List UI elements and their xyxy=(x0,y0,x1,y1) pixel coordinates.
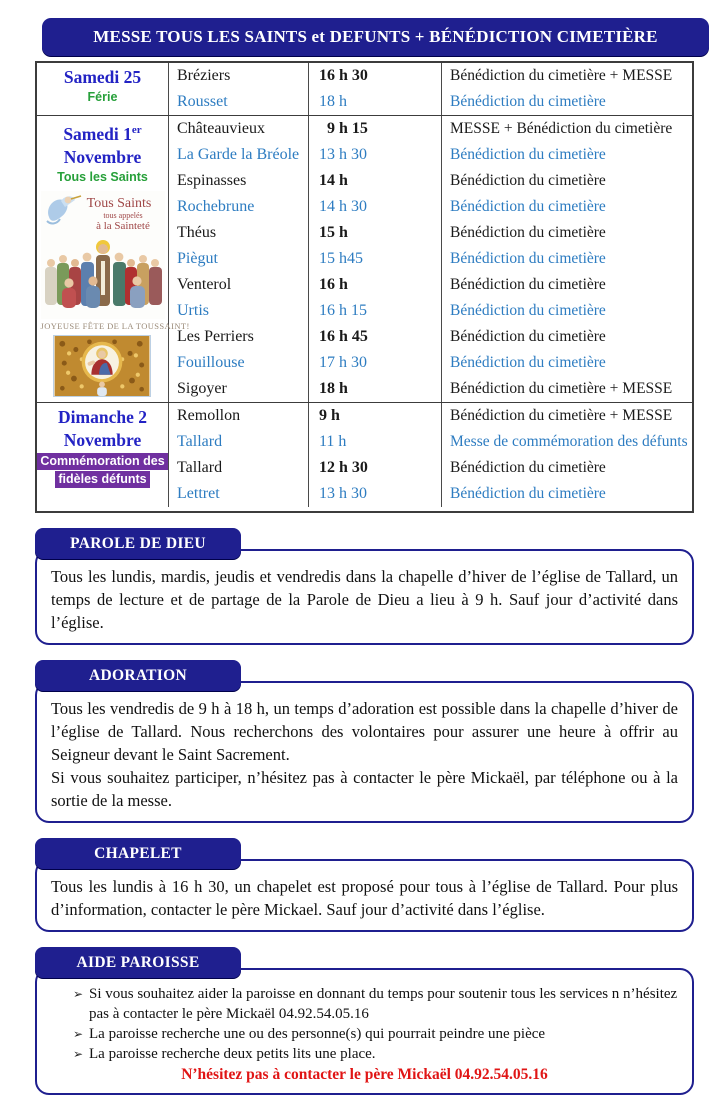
entry-place: Les Perriers xyxy=(177,328,254,345)
entry-place: Urtis xyxy=(177,302,209,319)
entry-place: Tallard xyxy=(177,433,223,450)
date-label: Samedi 1er xyxy=(63,123,142,144)
entry-note: Bénédiction du cimetière + MESSE xyxy=(450,380,673,397)
section-title: PAROLE DE DIEU xyxy=(70,534,206,552)
list-item xyxy=(73,984,678,1024)
entry-note: Bénédiction du cimetière + MESSE xyxy=(450,407,673,424)
bullet-list xyxy=(51,984,678,1064)
svg-text:tous appelés: tous appelés xyxy=(102,210,143,220)
arrow-bullet-icon: ➢ xyxy=(73,987,84,1001)
entry-note: Bénédiction du cimetière xyxy=(450,198,606,215)
entry-place: Tallard xyxy=(177,459,223,476)
bullet-text: La paroisse recherche deux petits lits une place. xyxy=(89,1046,376,1062)
entry-note: Bénédiction du cimetière xyxy=(450,328,606,345)
entry-note: Bénédiction du cimetière xyxy=(450,485,606,502)
entry-time: 11 h xyxy=(319,433,347,450)
table-row xyxy=(37,116,692,403)
entry-note: Bénédiction du cimetière xyxy=(450,93,606,110)
commemoration-highlight: Commémoration des xyxy=(37,453,167,470)
commemoration-highlight: fidèles défunts xyxy=(55,471,149,488)
entry-note: Bénédiction du cimetière xyxy=(450,302,606,319)
entry-time: 18 h xyxy=(319,93,347,110)
section-header-tab xyxy=(35,660,241,691)
entry-place: Remollon xyxy=(177,407,241,424)
entry-note: Bénédiction du cimetière xyxy=(450,276,606,293)
entry-place: Bréziers xyxy=(177,67,231,84)
note-column xyxy=(442,63,692,115)
list-item xyxy=(73,1024,678,1044)
place-column xyxy=(169,63,309,115)
entry-place: Lettret xyxy=(177,485,220,502)
entry-time: 18 h xyxy=(319,380,348,397)
section-header-tab xyxy=(35,838,241,869)
entry-note: Bénédiction du cimetière xyxy=(450,146,606,163)
note-column xyxy=(442,403,692,507)
section-title: ADORATION xyxy=(88,666,187,684)
section-body xyxy=(35,968,694,1095)
entry-time: 17 h 30 xyxy=(319,354,367,371)
section-adoration xyxy=(35,660,694,823)
entry-place: Théus xyxy=(177,224,217,241)
place-column xyxy=(169,403,309,507)
mass-schedule-table xyxy=(35,61,694,513)
all-saints-poster-image xyxy=(40,191,190,331)
title-banner xyxy=(42,18,709,56)
entry-place: La Garde la Bréole xyxy=(177,146,300,163)
time-column xyxy=(309,116,442,402)
date-cell xyxy=(37,116,190,402)
entry-time: 13 h 30 xyxy=(319,146,367,163)
entry-note: Bénédiction du cimetière xyxy=(450,224,606,241)
entry-note: Bénédiction du cimetière xyxy=(450,172,606,189)
table-row xyxy=(37,403,692,511)
section-title: AIDE PAROISSE xyxy=(76,953,200,971)
list-item xyxy=(73,1044,678,1064)
date-cell xyxy=(37,403,169,507)
note-column xyxy=(442,116,692,402)
table-row xyxy=(37,63,692,116)
page-title: MESSE TOUS LES SAINTS et DEFUNTS + BÉNÉDICTION CIMETIÈRE xyxy=(93,27,658,46)
entry-time: 9 h 15 xyxy=(319,120,368,137)
entry-time: 15 h45 xyxy=(319,250,363,267)
entry-time: 16 h 45 xyxy=(319,328,368,345)
contact-footer: N’hésitez pas à contacter le père Mickaël 04.92.54.05.16 xyxy=(181,1066,548,1083)
entry-place: Piègut xyxy=(177,250,218,267)
entry-time: 14 h xyxy=(319,172,348,189)
place-column xyxy=(169,116,309,402)
arrow-bullet-icon: ➢ xyxy=(73,1027,84,1041)
entry-time: 13 h 30 xyxy=(319,485,367,502)
time-column xyxy=(309,63,442,115)
entry-note: Bénédiction du cimetière xyxy=(450,354,606,371)
svg-text:Tous Saints: Tous Saints xyxy=(86,195,151,211)
section-title: CHAPELET xyxy=(94,844,182,862)
liturgy-label: Férie xyxy=(87,90,118,104)
entry-time: 14 h 30 xyxy=(319,198,367,215)
entry-place: Rousset xyxy=(177,93,228,110)
poster-caption: JOYEUSE FÊTE DE LA TOUSSAINT! xyxy=(40,320,190,331)
section-paragraph: Si vous souhaitez participer, n’hésitez pas à contacter le père Mickaël, par téléphone ou à la sortie de la messe. xyxy=(51,768,678,810)
entry-place: Rochebrune xyxy=(177,198,255,215)
entry-place: Sigoyer xyxy=(177,380,227,397)
entry-time: 16 h xyxy=(319,276,348,293)
date-label: Dimanche 2 xyxy=(58,407,147,427)
christ-mosaic-image xyxy=(53,335,153,397)
entry-note: Bénédiction du cimetière + MESSE xyxy=(450,67,673,84)
entry-place: Espinasses xyxy=(177,172,247,189)
entry-note: Messe de commémoration des défunts xyxy=(450,433,688,450)
section-paragraph: Tous les lundis, mardis, jeudis et vendredis dans la chapelle d’hiver de l’église de Tallard, un temps de lecture et de partage de la Parole de Dieu a lieu à 9 h. Sauf jour d’activité dans l’église. xyxy=(51,567,678,632)
section-paragraph: Tous les lundis à 16 h 30, un chapelet est proposé pour tous à l’église de Tallard. Pour plus d’information, contacter le père Mickael. Sauf jour d’activité dans l’église. xyxy=(51,877,678,919)
bullet-text: Si vous souhaitez aider la paroisse en donnant du temps pour soutenir tous les services n n’hésitez pas à contacter le père Mickaël 04.92.54.05.16 xyxy=(89,986,678,1022)
section-body xyxy=(35,549,694,645)
section-parole-de-dieu xyxy=(35,528,694,645)
date-label-line2: Novembre xyxy=(63,146,142,167)
arrow-bullet-icon: ➢ xyxy=(73,1047,84,1061)
entry-place: Venterol xyxy=(177,276,232,293)
svg-text:à la Sainteté: à la Sainteté xyxy=(95,219,150,232)
entry-time: 15 h xyxy=(319,224,348,241)
time-column xyxy=(309,403,442,507)
section-header-tab xyxy=(35,528,241,559)
section-paragraph: Tous les vendredis de 9 h à 18 h, un temps d’adoration est possible dans la chapelle d’hiver de l’église de Tallard. Nous recherchons des volontaires pour assurer une heure à offrir au Seigneur devant le Saint Sacrement. xyxy=(51,699,678,764)
date-label-line2: Novembre xyxy=(63,430,142,450)
entry-time: 16 h 30 xyxy=(319,67,368,84)
liturgy-label: Tous les Saints xyxy=(57,169,148,184)
date-cell xyxy=(37,63,169,115)
section-body xyxy=(35,681,694,823)
entry-time: 12 h 30 xyxy=(319,459,368,476)
section-header-tab xyxy=(35,947,241,978)
date-label: Samedi 25 xyxy=(63,67,142,87)
entry-place: Châteauvieux xyxy=(177,120,265,137)
entry-place: Fouillouse xyxy=(177,354,245,371)
section-aide-paroisse xyxy=(35,947,694,1095)
section-chapelet xyxy=(35,838,694,932)
section-body xyxy=(35,859,694,932)
entry-note: Bénédiction du cimetière xyxy=(450,459,606,476)
entry-note: MESSE + Bénédiction du cimetière xyxy=(450,120,673,137)
entry-time: 16 h 15 xyxy=(319,302,367,319)
bullet-text: La paroisse recherche une ou des personne(s) qui pourrait peindre une pièce xyxy=(89,1026,546,1042)
entry-note: Bénédiction du cimetière xyxy=(450,250,606,267)
entry-time: 9 h xyxy=(319,407,340,424)
